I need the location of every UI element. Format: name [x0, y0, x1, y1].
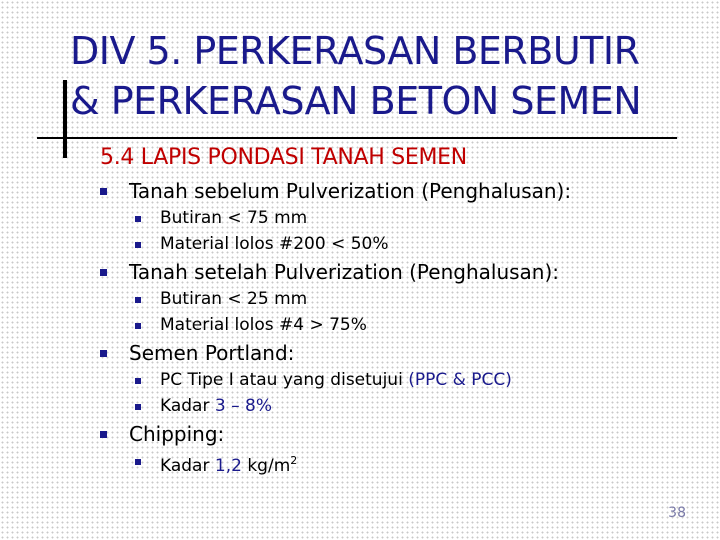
square-bullet-icon — [135, 459, 141, 465]
sub-bullet-text: Butiran < 75 mm — [160, 208, 308, 228]
square-bullet-icon — [135, 378, 141, 384]
square-bullet-icon — [135, 216, 141, 222]
square-bullet-icon — [100, 350, 107, 357]
square-bullet-icon — [135, 323, 141, 329]
sub-bullet-text: PC Tipe I atau yang disetujui (PPC & PCC) — [160, 370, 512, 390]
sub-bullet-text: Material lolos #4 > 75% — [160, 315, 367, 335]
sub-bullet-text: Material lolos #200 < 50% — [160, 234, 389, 254]
highlight-text: 3 – 8% — [214, 396, 272, 416]
square-bullet-icon — [100, 188, 107, 195]
title-line-2: & PERKERASAN BETON SEMEN — [70, 79, 642, 123]
bullet-text: Tanah setelah Pulverization (Penghalusan): — [129, 260, 560, 284]
highlight-text: 1,2 — [214, 456, 242, 476]
square-bullet-icon — [135, 242, 141, 248]
title-vertical-rule — [63, 80, 67, 158]
square-bullet-icon — [100, 269, 107, 276]
sub-bullet-text: Butiran < 25 mm — [160, 289, 308, 309]
square-bullet-icon — [100, 431, 107, 438]
square-bullet-icon — [135, 404, 141, 410]
bullet-text: Tanah sebelum Pulverization (Penghalusan): — [129, 179, 572, 203]
square-bullet-icon — [135, 297, 141, 303]
bullet-text: Chipping: — [129, 422, 225, 446]
sub-bullet-text: Kadar 1,2 $kg/m^2$ — [160, 454, 298, 476]
bullet-text: Semen Portland: — [129, 341, 295, 365]
page-number: 38 — [668, 505, 686, 521]
sub-bullet-text: Kadar 3 – 8% — [160, 396, 272, 416]
highlight-text: (PPC & PCC) — [408, 370, 512, 390]
slide-title — [70, 26, 710, 126]
title-line-1: DIV 5. PERKERASAN BERBUTIR — [70, 29, 640, 73]
section-subtitle: 5.4 LAPIS PONDASI TANAH SEMEN — [100, 145, 467, 170]
title-horizontal-rule — [37, 137, 677, 139]
